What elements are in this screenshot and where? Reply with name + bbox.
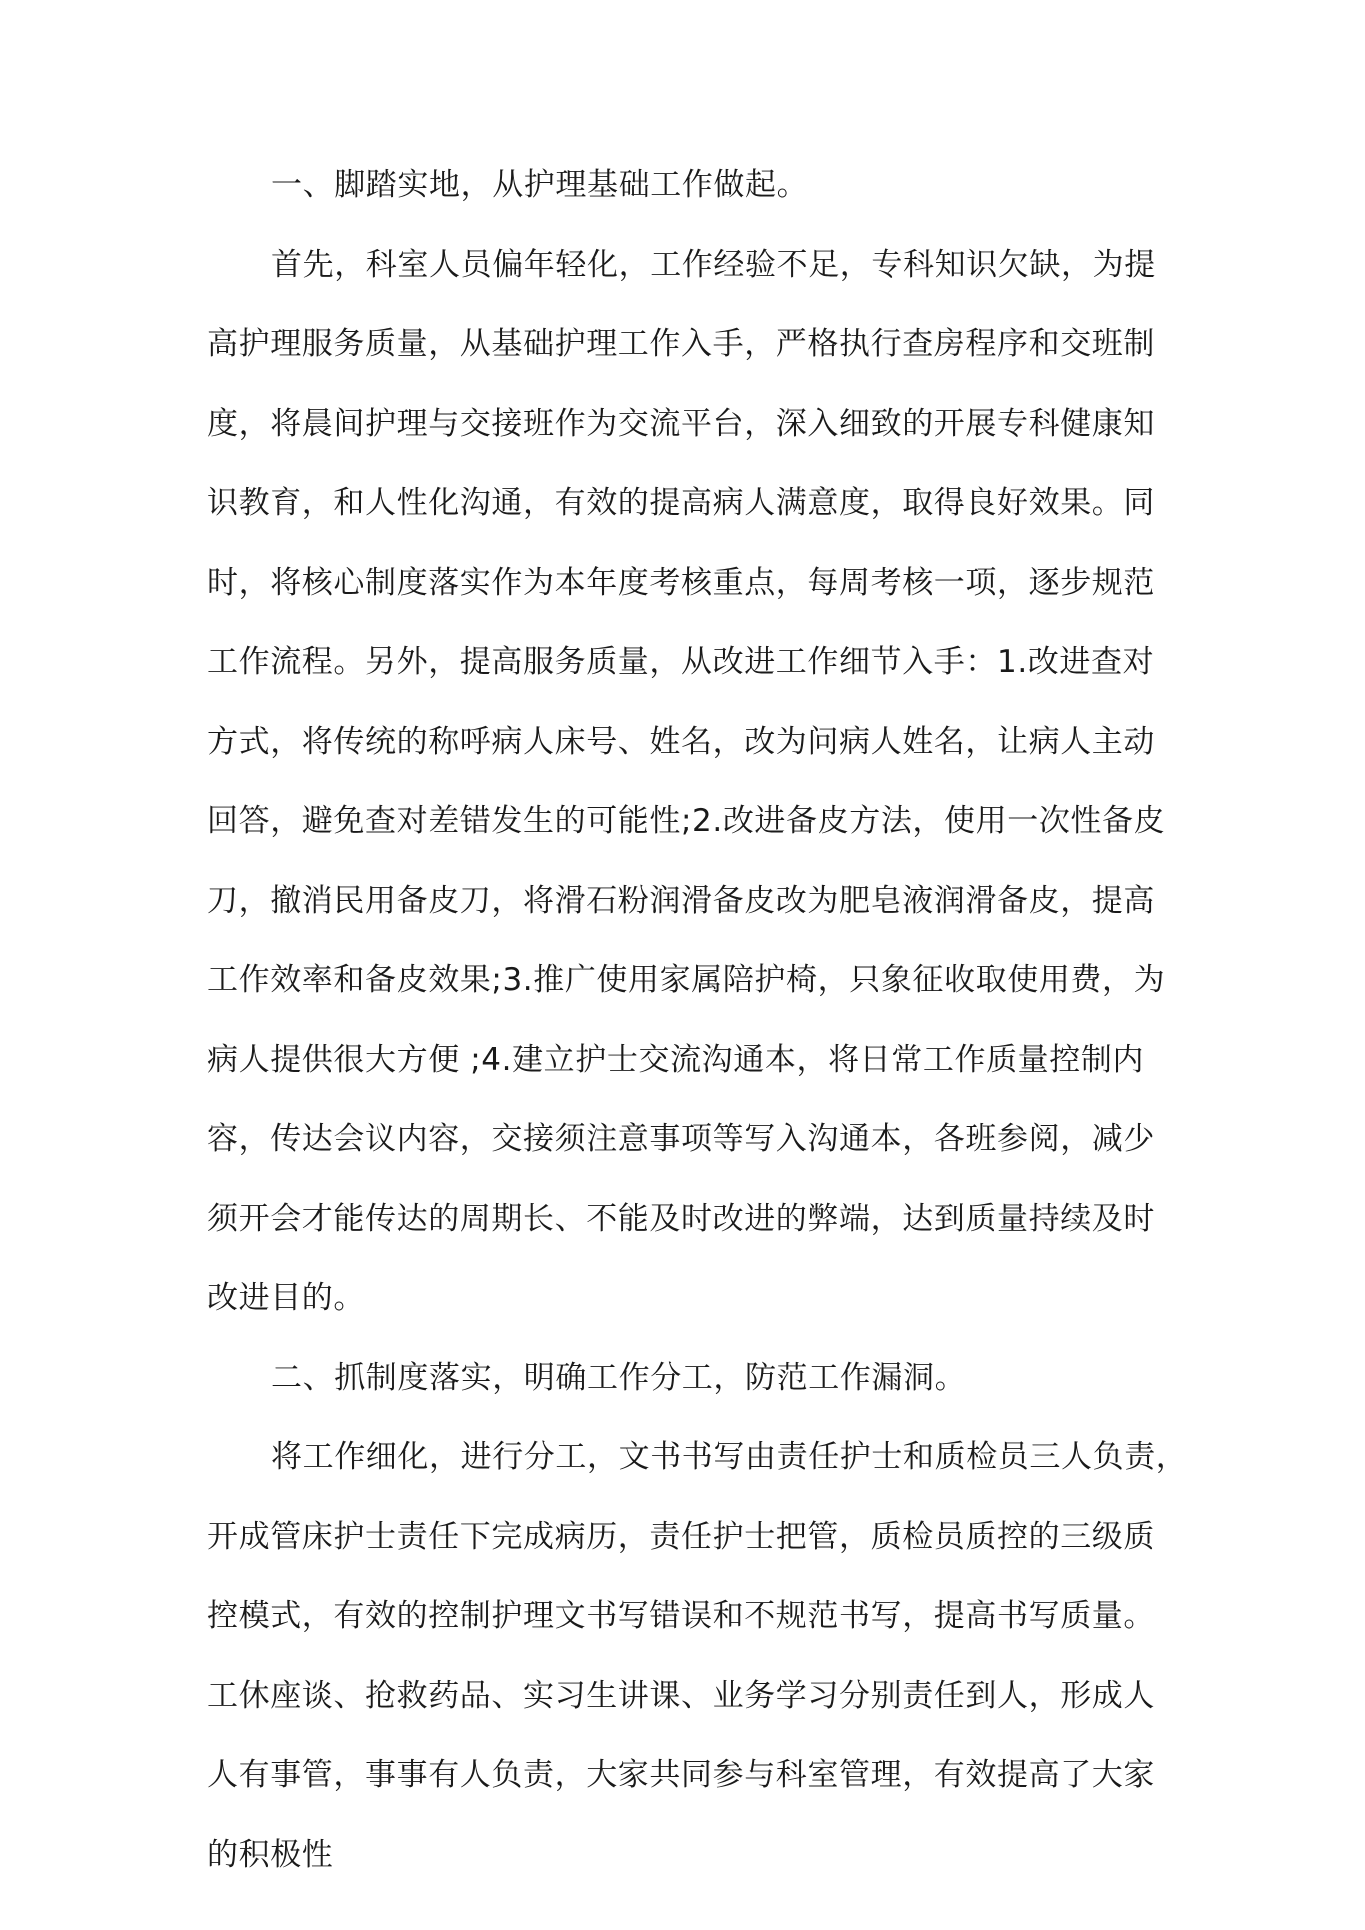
paragraph-line: 工作流程。另外，提高服务质量，从改进工作细节入手：1.改进查对: [207, 644, 1155, 680]
paragraph-line: 刀，撤消民用备皮刀，将滑石粉润滑备皮改为肥皂液润滑备皮，提高: [207, 882, 1155, 919]
paragraph-line: 须开会才能传达的周期长、不能及时改进的弊端，达到质量持续及时: [207, 1200, 1155, 1237]
paragraph-line: 首先，科室人员偏年轻化，工作经验不足，专科知识欠缺，为提: [271, 246, 1156, 283]
paragraph-line: 工休座谈、抢救药品、实习生讲课、业务学习分别责任到人，形成人: [207, 1677, 1155, 1714]
paragraph-line: 改进目的。: [207, 1280, 365, 1316]
paragraph-line: 度，将晨间护理与交接班作为交流平台，深入细致的开展专科健康知: [207, 405, 1155, 442]
paragraph-line: 时，将核心制度落实作为本年度考核重点，每周考核一项，逐步规范: [207, 564, 1155, 601]
paragraph-line: 开成管床护士责任下完成病历，责任护士把管，质检员质控的三级质: [207, 1518, 1155, 1555]
section-heading-1: 一、脚踏实地，从护理基础工作做起。: [271, 167, 809, 203]
paragraph-line: 控模式，有效的控制护理文书写错误和不规范书写，提高书写质量。: [207, 1598, 1155, 1634]
paragraph-line: 将工作细化，进行分工，文书书写由责任护士和质检员三人负责，: [271, 1439, 1188, 1475]
document-body: [207, 146, 1188, 1895]
paragraph-line: 的积极性: [207, 1836, 334, 1873]
paragraph-line: 方式，将传统的称呼病人床号、姓名，改为问病人姓名，让病人主动: [207, 723, 1155, 760]
paragraph-line: 回答，避免查对差错发生的可能性;2.改进备皮方法，使用一次性备皮: [207, 803, 1166, 839]
paragraph-line: 病人提供很大方便 ;4.建立护士交流沟通本，将日常工作质量控制内: [207, 1041, 1145, 1078]
paragraph-line: 识教育，和人性化沟通，有效的提高病人满意度，取得良好效果。同: [207, 485, 1155, 521]
paragraph-line: 工作效率和备皮效果;3.推广使用家属陪护椅，只象征收取使用费，为: [207, 962, 1166, 998]
paragraph-line: 高护理服务质量，从基础护理工作入手，严格执行查房程序和交班制: [207, 326, 1155, 362]
paragraph-line: 容，传达会议内容，交接须注意事项等写入沟通本，各班参阅，减少: [207, 1121, 1155, 1157]
paragraph-line: 人有事管，事事有人负责，大家共同参与科室管理，有效提高了大家: [207, 1757, 1155, 1793]
section-heading-2: 二、抓制度落实，明确工作分工，防范工作漏洞。: [271, 1359, 967, 1396]
